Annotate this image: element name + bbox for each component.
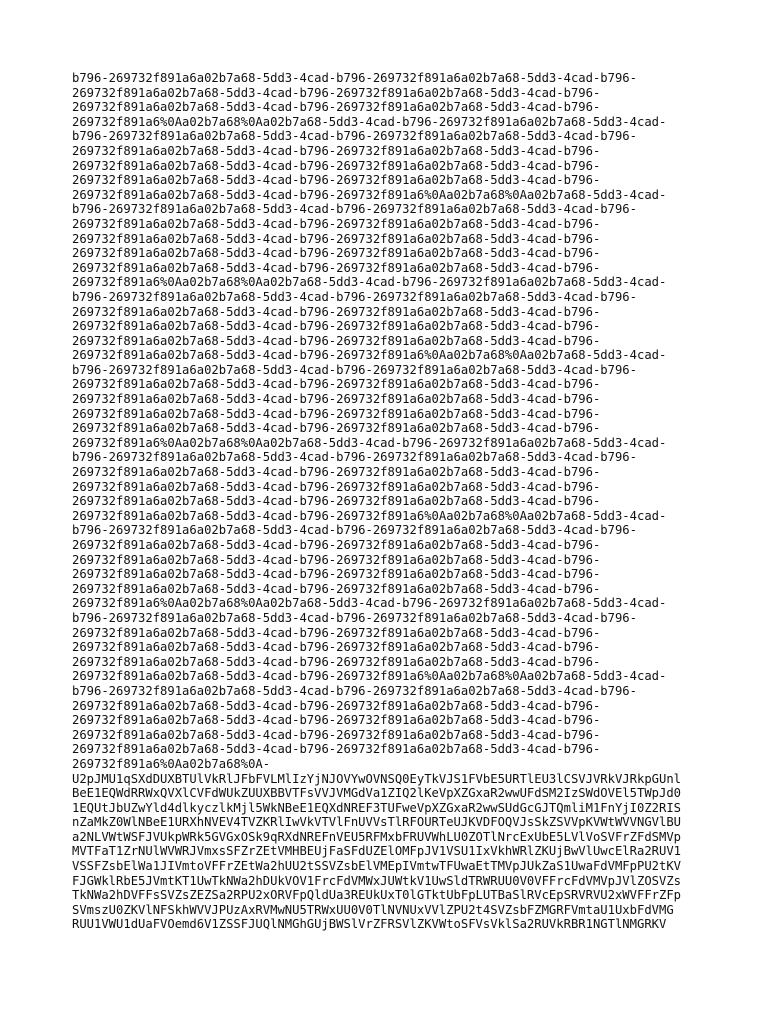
text-line: TkNWa2hDVFFsSVZsZEZSa2RPU2xORVFpQldUa3REUkUxT0lGTktUbFpLUTBaSlRVcEpSRVRVU2xWVFFrZFp [72, 888, 682, 903]
text-line: b796-269732f891a6a02b7a68-5dd3-4cad-b796-269732f891a6a02b7a68-5dd3-4cad-b796- [72, 523, 637, 538]
text-line: 269732f891a6a02b7a68-5dd3-4cad-b796-269732f891a6a02b7a68-5dd3-4cad-b796- [72, 479, 601, 494]
text-line: 269732f891a6a02b7a68-5dd3-4cad-b796-269732f891a6%0Aa02b7a68%0Aa02b7a68-5dd3-4cad- [72, 508, 667, 523]
text-line: 269732f891a6a02b7a68-5dd3-4cad-b796-269732f891a6a02b7a68-5dd3-4cad-b796- [72, 85, 601, 100]
text-line: 269732f891a6%0Aa02b7a68%0A- [72, 756, 271, 771]
text-line: VSSFZsbElWa1JIVmtoVFFrZEtWa2hUU2tSSVZsbElVMEpIVmtwTFUwaEtTMVpJUkZaS1UwaFdVMFpPU2tKV [72, 859, 682, 874]
text-line: 269732f891a6a02b7a68-5dd3-4cad-b796-269732f891a6a02b7a68-5dd3-4cad-b796- [72, 654, 601, 669]
text-line: 269732f891a6a02b7a68-5dd3-4cad-b796-269732f891a6a02b7a68-5dd3-4cad-b796- [72, 333, 601, 348]
text-line: 269732f891a6a02b7a68-5dd3-4cad-b796-269732f891a6a02b7a68-5dd3-4cad-b796- [72, 231, 601, 246]
text-line: 269732f891a6a02b7a68-5dd3-4cad-b796-269732f891a6a02b7a68-5dd3-4cad-b796- [72, 567, 601, 582]
text-line: 269732f891a6%0Aa02b7a68%0Aa02b7a68-5dd3-4cad-b796-269732f891a6a02b7a68-5dd3-4cad- [72, 114, 667, 129]
text-line: 269732f891a6a02b7a68-5dd3-4cad-b796-269732f891a6a02b7a68-5dd3-4cad-b796- [72, 698, 601, 713]
text-line: 269732f891a6a02b7a68-5dd3-4cad-b796-269732f891a6%0Aa02b7a68%0Aa02b7a68-5dd3-4cad- [72, 348, 667, 363]
text-line: 269732f891a6%0Aa02b7a68%0Aa02b7a68-5dd3-4cad-b796-269732f891a6a02b7a68-5dd3-4cad- [72, 275, 667, 290]
text-line: 269732f891a6a02b7a68-5dd3-4cad-b796-269732f891a6a02b7a68-5dd3-4cad-b796- [72, 392, 601, 407]
text-line: 269732f891a6a02b7a68-5dd3-4cad-b796-269732f891a6a02b7a68-5dd3-4cad-b796- [72, 640, 601, 655]
text-line: 269732f891a6a02b7a68-5dd3-4cad-b796-269732f891a6a02b7a68-5dd3-4cad-b796- [72, 581, 601, 596]
text-line: b796-269732f891a6a02b7a68-5dd3-4cad-b796-269732f891a6a02b7a68-5dd3-4cad-b796- [72, 289, 637, 304]
text-line: 269732f891a6%0Aa02b7a68%0Aa02b7a68-5dd3-4cad-b796-269732f891a6a02b7a68-5dd3-4cad- [72, 596, 667, 611]
text-line: 269732f891a6a02b7a68-5dd3-4cad-b796-269732f891a6a02b7a68-5dd3-4cad-b796- [72, 246, 601, 261]
text-line: MVTFaT1ZrNUlWVWRJVmxsSFZrZEtVMHBEUjFaSFdUZElOMFpJV1VSU1IxVkhWRlZKUjBwVlUwcElRa2RUV1 [72, 844, 682, 859]
text-line: 269732f891a6a02b7a68-5dd3-4cad-b796-269732f891a6a02b7a68-5dd3-4cad-b796- [72, 377, 601, 392]
text-line: 269732f891a6a02b7a68-5dd3-4cad-b796-269732f891a6a02b7a68-5dd3-4cad-b796- [72, 158, 601, 173]
text-line: 269732f891a6a02b7a68-5dd3-4cad-b796-269732f891a6a02b7a68-5dd3-4cad-b796- [72, 406, 601, 421]
text-line: 269732f891a6a02b7a68-5dd3-4cad-b796-269732f891a6a02b7a68-5dd3-4cad-b796- [72, 494, 601, 509]
text-line: b796-269732f891a6a02b7a68-5dd3-4cad-b796-269732f891a6a02b7a68-5dd3-4cad-b796- [72, 202, 637, 217]
text-line: 269732f891a6a02b7a68-5dd3-4cad-b796-269732f891a6%0Aa02b7a68%0Aa02b7a68-5dd3-4cad- [72, 187, 667, 202]
text-line: 269732f891a6a02b7a68-5dd3-4cad-b796-269732f891a6%0Aa02b7a68%0Aa02b7a68-5dd3-4cad- [72, 669, 667, 684]
text-line: 269732f891a6a02b7a68-5dd3-4cad-b796-269732f891a6a02b7a68-5dd3-4cad-b796- [72, 742, 601, 757]
text-line: b796-269732f891a6a02b7a68-5dd3-4cad-b796-269732f891a6a02b7a68-5dd3-4cad-b796- [72, 362, 637, 377]
text-line: 269732f891a6a02b7a68-5dd3-4cad-b796-269732f891a6a02b7a68-5dd3-4cad-b796- [72, 304, 601, 319]
text-line: U2pJMU1qSXdDUXBTUlVkRlJFbFVLMlIzYjNJOVYwOVNSQ0EyTkVJS1FVbE5URTlEU3lCSVJVRkVJRkpGUnl [72, 771, 682, 786]
text-line: 269732f891a6a02b7a68-5dd3-4cad-b796-269732f891a6a02b7a68-5dd3-4cad-b796- [72, 421, 601, 436]
text-line: 269732f891a6a02b7a68-5dd3-4cad-b796-269732f891a6a02b7a68-5dd3-4cad-b796- [72, 173, 601, 188]
text-line: a2NLVWtWSFJVUkpWRk5GVGxOSk9qRXdNREFnVEU5RFMxbFRUVWhLU0ZOTlNrcExUbE5LVlVoSVFrZFdSMVp [72, 829, 682, 844]
text-line: 269732f891a6a02b7a68-5dd3-4cad-b796-269732f891a6a02b7a68-5dd3-4cad-b796- [72, 538, 601, 552]
text-line: 1EQUtJbUZwYld4dlkyczlkMjl5WkNBeE1EQXdNREF3TUFweVpXZGxaR2wwSUdGcGJTQmliM1FnYjI0Z2RIS [72, 800, 682, 815]
text-line: b796-269732f891a6a02b7a68-5dd3-4cad-b796-269732f891a6a02b7a68-5dd3-4cad-b796- [72, 129, 637, 144]
text-line: 269732f891a6a02b7a68-5dd3-4cad-b796-269732f891a6a02b7a68-5dd3-4cad-b796- [72, 260, 601, 275]
text-line: SVmszU0ZKVlNFSkhWVVJPUzAxRVMwNU5TRWxUU0V0TlNVNUxVVlZPU2t4SVZsbFZMGRFVmtaU1UxbFdVMG [72, 902, 674, 917]
text-line: 269732f891a6a02b7a68-5dd3-4cad-b796-269732f891a6a02b7a68-5dd3-4cad-b796- [72, 216, 601, 231]
text-line: b796-269732f891a6a02b7a68-5dd3-4cad-b796-269732f891a6a02b7a68-5dd3-4cad-b796- [72, 450, 637, 465]
text-line: 269732f891a6a02b7a68-5dd3-4cad-b796-269732f891a6a02b7a68-5dd3-4cad-b796- [72, 319, 601, 334]
text-line: 269732f891a6a02b7a68-5dd3-4cad-b796-269732f891a6a02b7a68-5dd3-4cad-b796- [72, 552, 601, 567]
text-line: 269732f891a6a02b7a68-5dd3-4cad-b796-269732f891a6a02b7a68-5dd3-4cad-b796- [72, 100, 601, 115]
text-line: RUU1VWU1dUaFVOemd6V1ZSSFJUQlNMGhGUjBWSlVrZFRSVlZKVWtoSFVsVklSa2RUVkRBR1NGTlNMGRKV [72, 917, 667, 932]
text-line: FJGWklRbE5JVmtKT1UwTkNWa2hDUkVOV1FrcFdVMWxJUWtkV1UwSldTRWRUU0V0VFFrcFdVMVpJVlZOSVZs [72, 873, 682, 888]
text-line: 269732f891a6a02b7a68-5dd3-4cad-b796-269732f891a6a02b7a68-5dd3-4cad-b796- [72, 143, 601, 158]
document-text-block [72, 71, 712, 932]
text-line: nZaMkZ0WlNBeE1URXhNVEV4TVZKRlIwVkVTVlFnUVVsTlRFOURTeUJKVDFOQVJsSkZSVVpKVWtWVVNGVlBU [72, 815, 682, 830]
text-line: 269732f891a6a02b7a68-5dd3-4cad-b796-269732f891a6a02b7a68-5dd3-4cad-b796- [72, 727, 601, 742]
text-line: 269732f891a6a02b7a68-5dd3-4cad-b796-269732f891a6a02b7a68-5dd3-4cad-b796- [72, 625, 601, 640]
text-line: 269732f891a6a02b7a68-5dd3-4cad-b796-269732f891a6a02b7a68-5dd3-4cad-b796- [72, 713, 601, 728]
text-line: b796-269732f891a6a02b7a68-5dd3-4cad-b796-269732f891a6a02b7a68-5dd3-4cad-b796- [72, 610, 637, 625]
text-line: b796-269732f891a6a02b7a68-5dd3-4cad-b796-269732f891a6a02b7a68-5dd3-4cad-b796- [72, 683, 637, 698]
text-line: b796-269732f891a6a02b7a68-5dd3-4cad-b796-269732f891a6a02b7a68-5dd3-4cad-b796- [72, 71, 637, 85]
text-line: 269732f891a6%0Aa02b7a68%0Aa02b7a68-5dd3-4cad-b796-269732f891a6a02b7a68-5dd3-4cad- [72, 435, 667, 450]
text-line: BeE1EQWdRRWxQVXlCVFdWUkZUUXBBVTFsVVJVMGdVa1ZIQ2lKeVpXZGxaR2wwUFdSM2IzSWdOVEl5TWpJd0 [72, 786, 682, 801]
text-line: 269732f891a6a02b7a68-5dd3-4cad-b796-269732f891a6a02b7a68-5dd3-4cad-b796- [72, 465, 601, 480]
